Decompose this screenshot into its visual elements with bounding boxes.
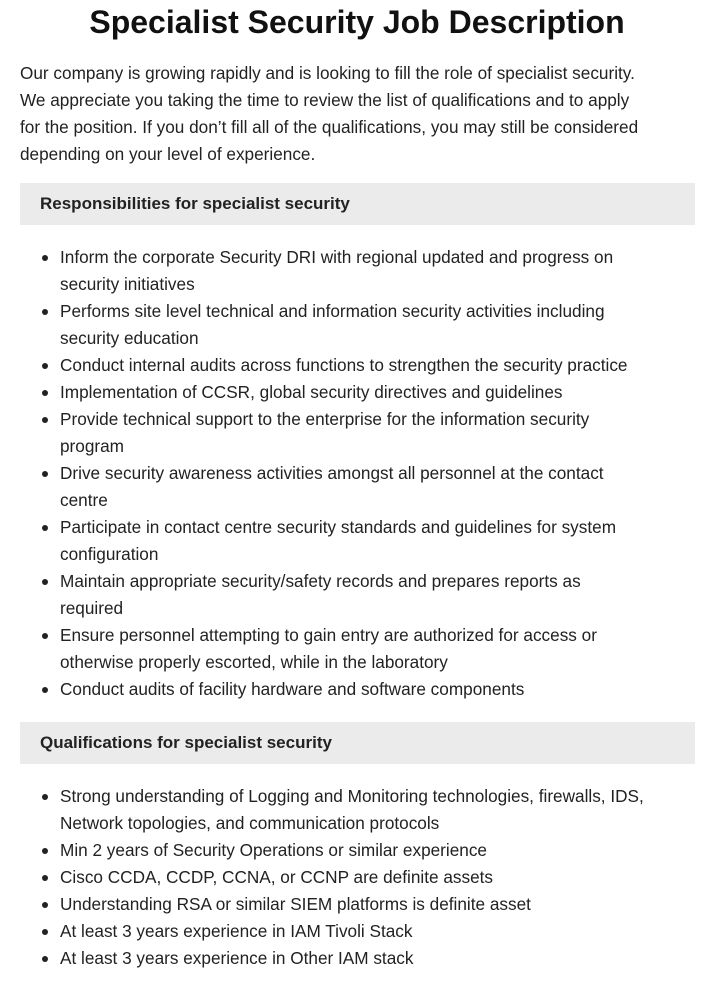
- intro-line: Our company is growing rapidly and is looking to fill the role of specialist security.: [20, 63, 635, 83]
- bullet-icon: [42, 848, 48, 854]
- list-item-text: Network topologies, and communication protocols: [60, 813, 440, 833]
- list-item: [20, 379, 700, 406]
- page-title: Specialist Security Job Description: [89, 4, 625, 40]
- list-item: [20, 945, 700, 972]
- list-item-text: security education: [60, 328, 199, 348]
- bullet-icon: [42, 633, 48, 639]
- list-item-text: Drive security awareness activities amongst all personnel at the contact: [60, 463, 604, 483]
- list-item-text: Provide technical support to the enterprise for the information security: [60, 409, 590, 429]
- list-item: [20, 864, 700, 891]
- bullet-icon: [42, 471, 48, 477]
- list-item-text: Strong understanding of Logging and Monitoring technologies, firewalls, IDS,: [60, 786, 644, 806]
- list-item: [20, 514, 700, 568]
- list-item-text: Ensure personnel attempting to gain entry are authorized for access or: [60, 625, 597, 645]
- list-item-text: Min 2 years of Security Operations or similar experience: [60, 840, 487, 860]
- bullet-icon: [42, 417, 48, 423]
- list-item-text: Conduct internal audits across functions to strengthen the security practice: [60, 355, 628, 375]
- list-item: [20, 352, 700, 379]
- list-item-text: required: [60, 598, 124, 618]
- bullet-icon: [42, 902, 48, 908]
- bullet-icon: [42, 255, 48, 261]
- list-item: [20, 783, 700, 837]
- bullet-icon: [42, 363, 48, 369]
- qualifications-heading: Qualifications for specialist security: [20, 722, 695, 764]
- bullet-icon: [42, 929, 48, 935]
- bullet-icon: [42, 875, 48, 881]
- list-item: [20, 460, 700, 514]
- list-item: [20, 918, 700, 945]
- list-item-text: program: [60, 436, 124, 456]
- list-item: [20, 891, 700, 918]
- intro-line: We appreciate you taking the time to review the list of qualifications and to apply: [20, 90, 630, 110]
- responsibilities-heading: Responsibilities for specialist security: [20, 183, 695, 225]
- list-item-text: Inform the corporate Security DRI with regional updated and progress on: [60, 247, 614, 267]
- bullet-icon: [42, 687, 48, 693]
- list-item: [20, 406, 700, 460]
- list-item: [20, 676, 700, 703]
- list-item-text: Participate in contact centre security standards and guidelines for system: [60, 517, 617, 537]
- list-item: [20, 244, 700, 298]
- list-item-text: At least 3 years experience in IAM Tivoli Stack: [60, 921, 413, 941]
- list-item-text: Performs site level technical and information security activities including: [60, 301, 605, 321]
- list-item-text: Conduct audits of facility hardware and software components: [60, 679, 525, 699]
- list-item-text: Maintain appropriate security/safety records and prepares reports as: [60, 571, 581, 591]
- intro-line: depending on your level of experience.: [20, 144, 316, 164]
- responsibilities-list: [20, 244, 700, 703]
- list-item-text: centre: [60, 490, 108, 510]
- intro-line: for the position. If you don’t fill all of the qualifications, you may still be considered: [20, 117, 639, 137]
- list-item: [20, 568, 700, 622]
- bullet-icon: [42, 579, 48, 585]
- list-item-text: configuration: [60, 544, 159, 564]
- list-item: [20, 298, 700, 352]
- list-item-text: Cisco CCDA, CCDP, CCNA, or CCNP are definite assets: [60, 867, 494, 887]
- list-item-text: Understanding RSA or similar SIEM platforms is definite asset: [60, 894, 531, 914]
- bullet-icon: [42, 390, 48, 396]
- list-item: [20, 622, 700, 676]
- qualifications-list: [20, 783, 700, 972]
- list-item-text: At least 3 years experience in Other IAM stack: [60, 948, 414, 968]
- bullet-icon: [42, 956, 48, 962]
- bullet-icon: [42, 794, 48, 800]
- list-item-text: security initiatives: [60, 274, 195, 294]
- list-item-text: Implementation of CCSR, global security directives and guidelines: [60, 382, 563, 402]
- intro-paragraph: [20, 60, 700, 168]
- bullet-icon: [42, 309, 48, 315]
- list-item: [20, 837, 700, 864]
- bullet-icon: [42, 525, 48, 531]
- list-item-text: otherwise properly escorted, while in the laboratory: [60, 652, 448, 672]
